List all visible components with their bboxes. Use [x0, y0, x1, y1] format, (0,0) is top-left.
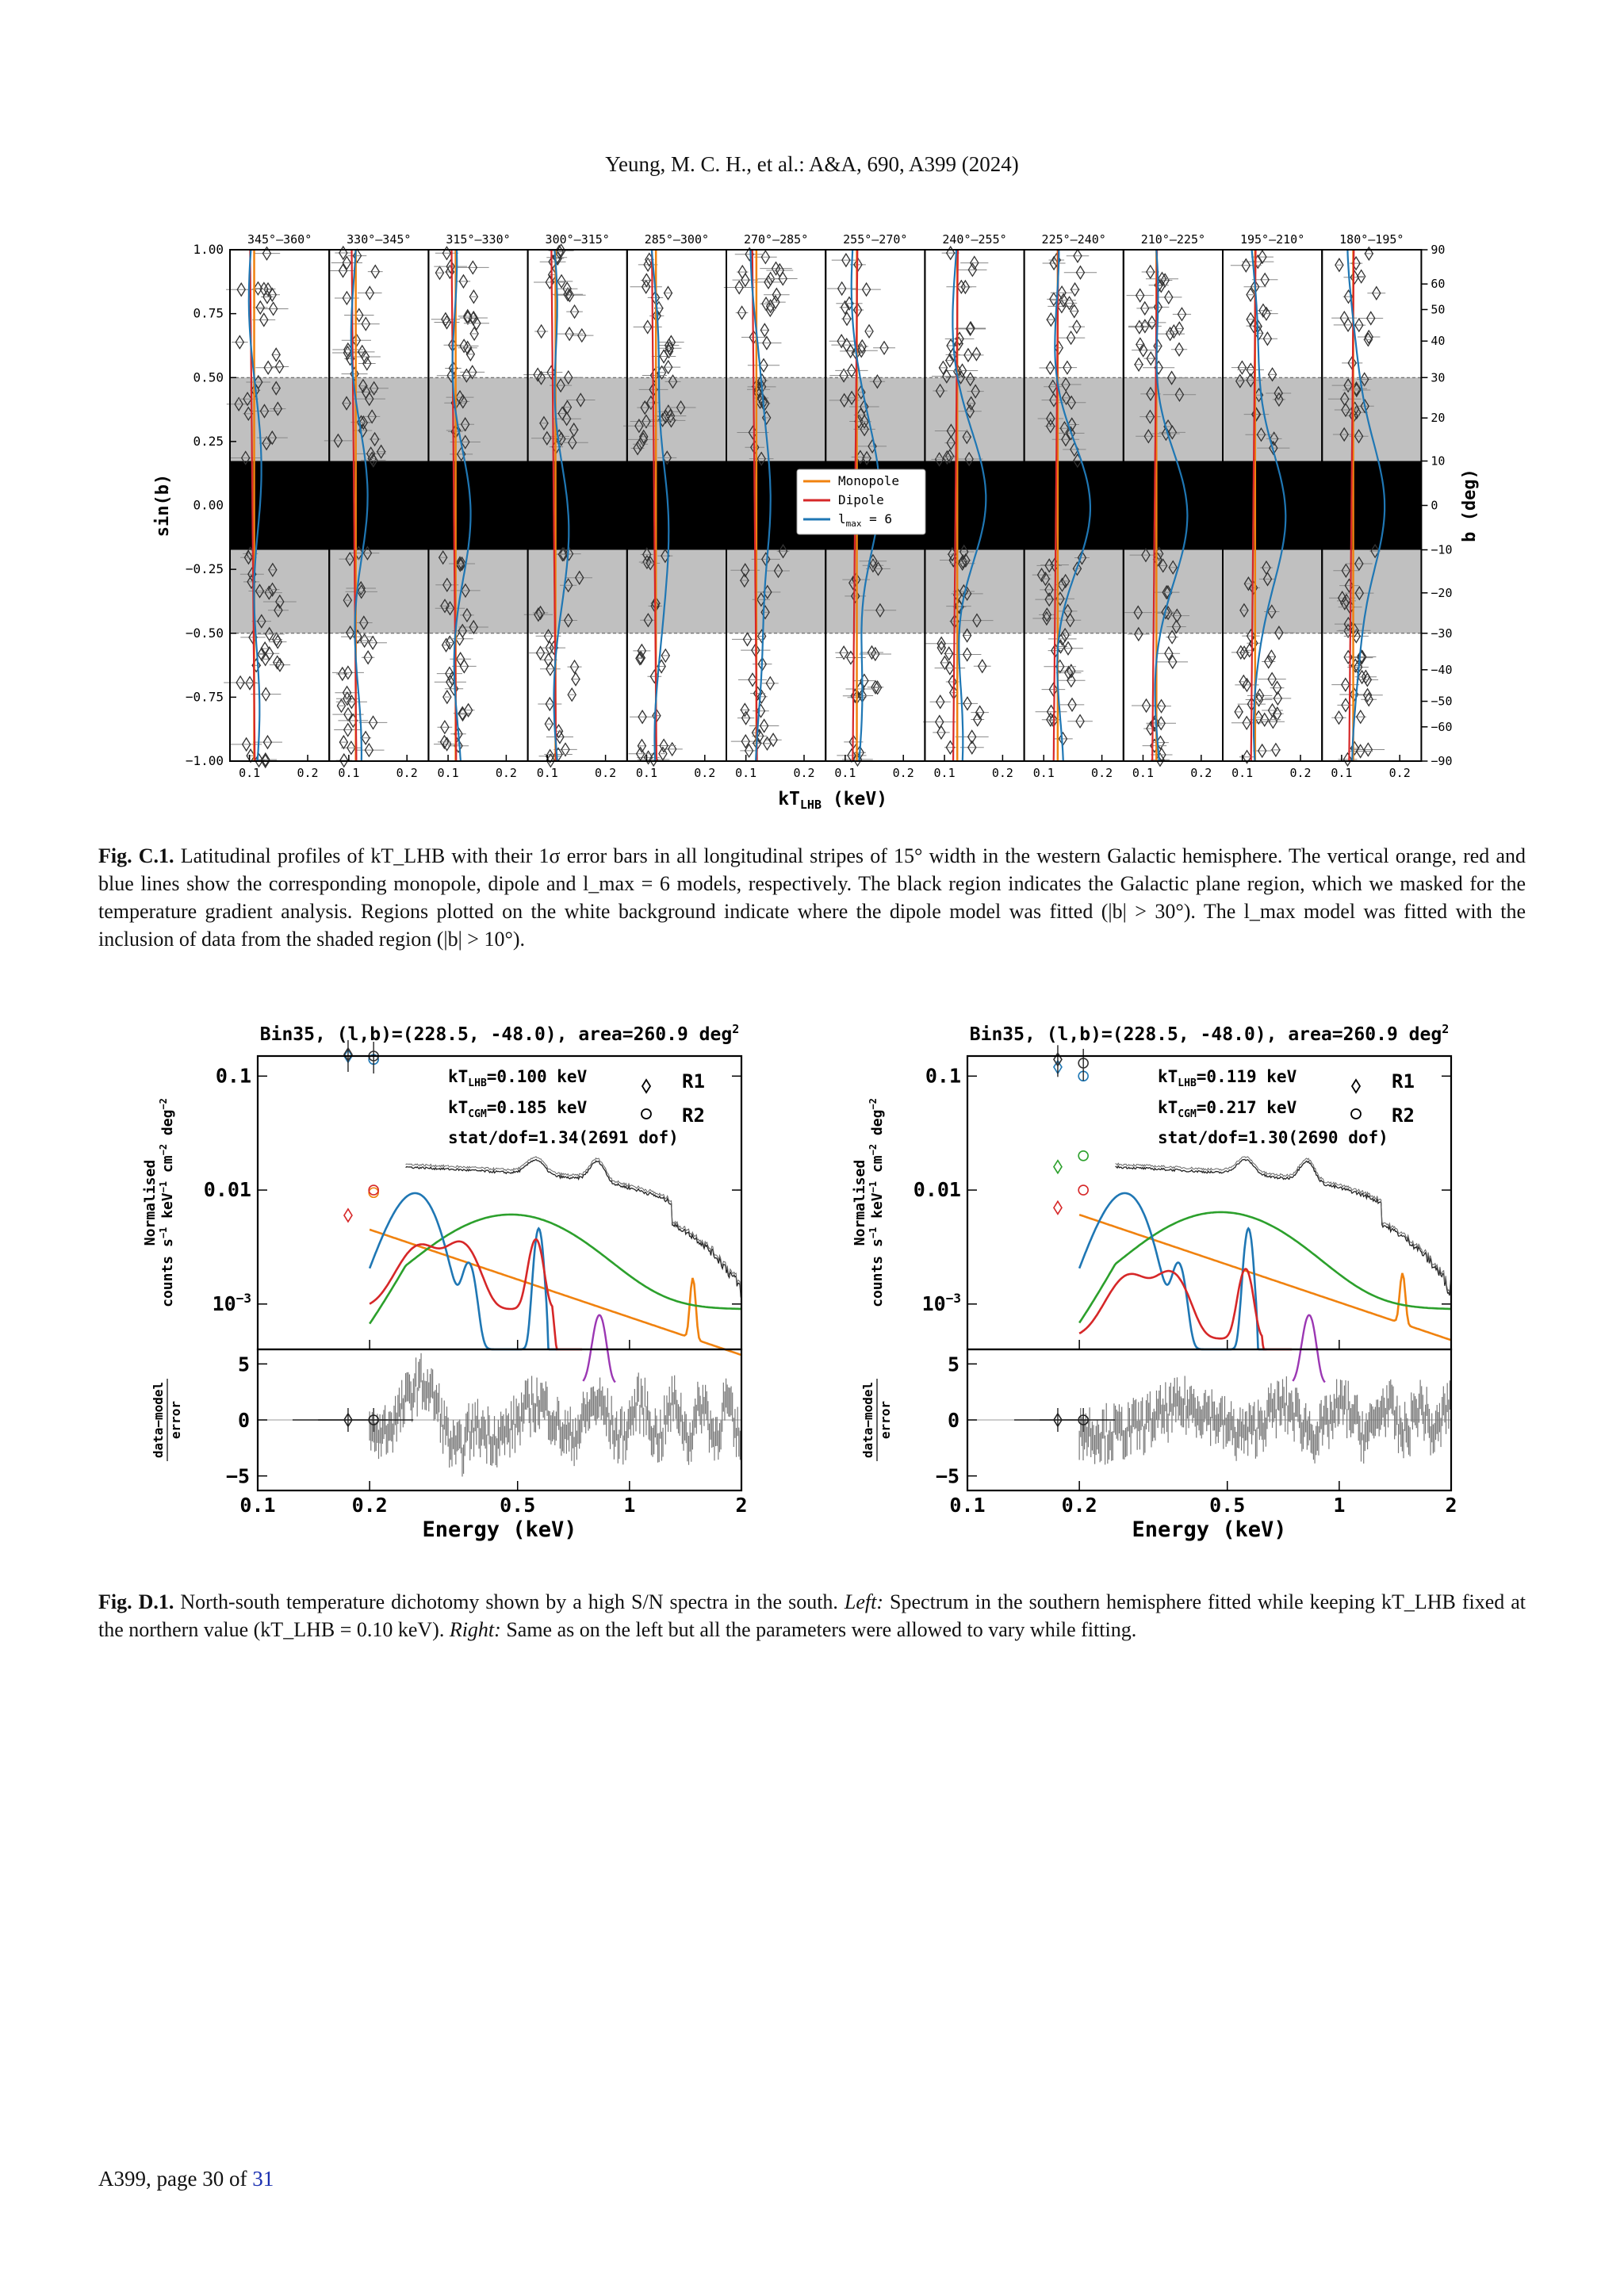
y-tick-label-right: −60 — [1431, 719, 1453, 734]
y-tick-label-bottom: −5 — [935, 1464, 959, 1488]
legend-r2-symbol — [642, 1109, 651, 1119]
page-footer-text: A399, page 30 of — [98, 2167, 253, 2191]
x-tick-label: 0.2 — [1190, 766, 1212, 780]
x-tick-label: 0.1 — [1331, 766, 1353, 780]
x-tick-label: 0.1 — [635, 766, 658, 780]
panel-title: 345°–360° — [247, 232, 312, 247]
figure-d1-caption-label: Fig. D.1. — [98, 1590, 174, 1613]
legend-r2-label: R2 — [682, 1104, 705, 1127]
x-tick-label: 0.1 — [949, 1494, 986, 1517]
legend-label-lmax: $l_{max} = 6$ — [838, 511, 893, 529]
annotation-kt-cgm: $kT_{CGM}=0.185$ keV — [448, 1098, 588, 1120]
y-tick-label-top: 0.1 — [925, 1064, 961, 1088]
x-tick-label: 0.1 — [933, 766, 956, 780]
x-tick-label: 0.5 — [1209, 1494, 1246, 1517]
y-tick-label-left: −0.25 — [185, 561, 224, 577]
y-tick-label-top: $10^{-3}$ — [212, 1290, 251, 1315]
legend — [797, 469, 925, 534]
panel-title: 210°–225° — [1140, 232, 1206, 247]
y-tick-label-bottom: 0 — [237, 1409, 250, 1432]
figure-c1-caption-label: Fig. C.1. — [98, 844, 174, 867]
panel-title: 270°–285° — [743, 232, 809, 247]
y-tick-label-left: 0.00 — [193, 497, 224, 513]
x-tick-label: 0.2 — [1388, 766, 1411, 780]
y-tick-label-right: −10 — [1431, 542, 1453, 557]
y-tick-label-bottom: 5 — [237, 1353, 250, 1376]
annotation-stat-dof: stat/dof=1.30(2690 dof) — [1158, 1128, 1388, 1147]
x-tick-label: 1 — [1333, 1494, 1346, 1517]
x-tick-label: 2 — [1445, 1494, 1457, 1517]
r2-point — [1078, 1151, 1088, 1161]
panel-title: 315°–330° — [446, 232, 511, 247]
y-tick-label-left: 0.25 — [193, 433, 224, 449]
panel-title: 180°–195° — [1339, 232, 1404, 247]
cgm-component — [1079, 1212, 1450, 1323]
y-tick-label-top: 0.1 — [215, 1064, 251, 1088]
figure-d1-caption — [98, 1588, 1526, 1644]
x-tick-label: 0.2 — [1289, 766, 1312, 780]
x-tick-label: 0.2 — [495, 766, 517, 780]
y-tick-label-top: $10^{-3}$ — [921, 1290, 961, 1315]
lhb-component — [1079, 1215, 1450, 1340]
data-spectrum — [406, 1160, 741, 1298]
x-tick-label: 2 — [735, 1494, 748, 1517]
y-axis-label-bottom-denominator: error — [878, 1400, 893, 1440]
x-axis-label: Energy (keV) — [1132, 1517, 1287, 1542]
x-tick-label: 1 — [623, 1494, 636, 1517]
legend-r1-symbol — [1352, 1080, 1360, 1093]
x-tick-label: 0.5 — [500, 1494, 536, 1517]
x-tick-label: 0.2 — [892, 766, 914, 780]
figure-c1-latitudinal-profiles — [151, 226, 1499, 836]
panel-title: 240°–255° — [942, 232, 1007, 247]
y-tick-label-left: 0.50 — [193, 369, 224, 385]
y-axis-label-bottom-numerator: data−model — [860, 1381, 875, 1459]
figure-d1-left-spectrum — [139, 1016, 773, 1571]
r1-point — [1054, 1201, 1062, 1214]
x-tick-label: 0.2 — [1091, 766, 1113, 780]
y-axis-label-top-line2: counts $s^{-1}$ keV$^{-1}$ $cm^{-2}$ deg$^{-2}$ — [158, 1098, 176, 1307]
x-axis-label: Energy (keV) — [422, 1517, 577, 1542]
y-tick-label-right: 90 — [1431, 243, 1446, 257]
y-tick-label-right: 40 — [1431, 334, 1446, 349]
y-tick-label-right: −50 — [1431, 694, 1453, 709]
r2-point — [1078, 1185, 1088, 1195]
y-tick-label-right: 10 — [1431, 453, 1446, 469]
legend-r2-symbol — [1351, 1109, 1361, 1119]
panel-title: Bin35, (l,b)=(228.5, -48.0), area=260.9 deg$^2$ — [259, 1022, 740, 1045]
figure-d1-right-spectrum — [848, 1016, 1483, 1571]
y-tick-label-right: 0 — [1431, 498, 1438, 513]
y-tick-label-left: −1.00 — [185, 753, 224, 768]
panel-title: 255°–270° — [843, 232, 908, 247]
y-axis-label-top-line2: counts $s^{-1}$ keV$^{-1}$ $cm^{-2}$ deg$^{-2}$ — [868, 1098, 886, 1307]
legend-r1-label: R1 — [1392, 1070, 1415, 1093]
running-header: Yeung, M. C. H., et al.: A&A, 690, A399 (2024) — [605, 152, 1019, 176]
panel-title: Bin35, (l,b)=(228.5, -48.0), area=260.9 deg$^2$ — [969, 1022, 1450, 1045]
annotation-kt-cgm: $kT_{CGM}=0.217$ keV — [1158, 1098, 1297, 1120]
page-footer — [98, 2167, 274, 2191]
y-tick-label-right: −20 — [1431, 585, 1453, 600]
legend-label-monopole: Monopole — [838, 473, 900, 488]
y-tick-label-right: −30 — [1431, 626, 1453, 641]
annotation-kt-lhb: $kT_{LHB}=0.119$ keV — [1158, 1067, 1297, 1089]
red-component — [1079, 1269, 1292, 1350]
x-tick-label: 0.1 — [239, 1494, 276, 1517]
figure-c1-caption-text: Latitudinal profiles of kT_LHB with their 1σ error bars in all longitudinal stripes of 15° width in the western Galactic hemisphere. The vertical orange, red and blue lines show the corresponding monopole, dipole and l_max = 6 models, respectively. The black region indicates the Galactic plane region, which we masked for the temperature gradient analysis. Regions plotted on the white background indicate where the dipole model was fitted (|b| > 30°). The l_max model was fitted with the inclusion of data from the shaded region (|b| > 10°). — [98, 844, 1526, 951]
y-tick-label-bottom: −5 — [225, 1464, 250, 1488]
x-tick-label: 0.2 — [297, 766, 319, 780]
x-tick-label: 0.1 — [1231, 766, 1254, 780]
x-tick-label: 0.1 — [338, 766, 360, 780]
x-tick-label: 0.2 — [694, 766, 716, 780]
figure-c1-caption — [98, 842, 1526, 953]
residual-points — [258, 1353, 741, 1477]
x-tick-label: 0.2 — [991, 766, 1013, 780]
panel-title: 300°–315° — [545, 232, 610, 247]
spectrum-curves — [1054, 1045, 1450, 1382]
x-axis-label: $kT_{LHB}$ (keV) — [778, 789, 888, 812]
x-tick-label: 0.1 — [536, 766, 558, 780]
x-tick-label: 0.1 — [834, 766, 856, 780]
y-axis-label-top-line1: Normalised — [852, 1159, 868, 1246]
y-tick-label-left: −0.50 — [185, 625, 224, 641]
x-tick-label: 0.2 — [595, 766, 617, 780]
y-tick-label-left: 0.75 — [193, 305, 224, 321]
figure-d1-caption-right-label: Right: — [449, 1618, 501, 1641]
panel-title: 285°–300° — [644, 232, 710, 247]
y-tick-label-bottom: 0 — [947, 1409, 959, 1432]
x-tick-label: 0.1 — [239, 766, 261, 780]
annotation-stat-dof: stat/dof=1.34(2691 dof) — [448, 1128, 679, 1147]
y-tick-label-right: −40 — [1431, 662, 1453, 677]
y-tick-label-left: 1.00 — [193, 242, 224, 257]
figure-d1-caption-text-3: Same as on the left but all the parameters were allowed to vary while fitting. — [506, 1618, 1137, 1641]
y-tick-label-right: 60 — [1431, 277, 1446, 292]
y-tick-label-left: −0.75 — [185, 689, 224, 705]
panel-title: 225°–240° — [1041, 232, 1106, 247]
panel-title: 195°–210° — [1239, 232, 1305, 247]
x-tick-label: 0.1 — [437, 766, 459, 780]
annotation-kt-lhb: $kT_{LHB}=0.100$ keV — [448, 1067, 588, 1089]
legend-r1-symbol — [642, 1080, 650, 1093]
x-tick-label: 0.2 — [793, 766, 815, 780]
legend-label-dipole: Dipole — [838, 492, 884, 507]
y-tick-label-bottom: 5 — [947, 1353, 959, 1376]
y-axis-label-right: b (deg) — [1460, 469, 1480, 542]
x-tick-label: 0.1 — [735, 766, 757, 780]
figure-d1-caption-text-2: Spectrum in the southern hemisphere fitted while keeping kT_LHB fixed at the northern value (kT_LHB = 0.10 keV). — [98, 1590, 1526, 1641]
page-total-link[interactable]: 31 — [252, 2167, 274, 2191]
panel-title: 330°–345° — [347, 232, 412, 247]
y-tick-label-right: 30 — [1431, 370, 1446, 385]
r1-point — [344, 1209, 352, 1222]
r1-point — [1054, 1161, 1062, 1173]
figure-d1-caption-text-1: North-south temperature dichotomy shown by a high S/N spectra in the south. — [180, 1590, 838, 1613]
x-tick-label: 0.1 — [1132, 766, 1155, 780]
x-tick-label: 0.1 — [1032, 766, 1055, 780]
x-tick-label: 0.2 — [1061, 1494, 1097, 1517]
legend-r2-label: R2 — [1392, 1104, 1415, 1127]
x-tick-label: 0.2 — [351, 1494, 388, 1517]
y-axis-label-top-line1: Normalised — [142, 1159, 159, 1246]
y-tick-label-right: 50 — [1431, 302, 1446, 317]
x-tick-label: 0.2 — [396, 766, 418, 780]
figure-d1-caption-left-label: Left: — [844, 1590, 884, 1613]
y-tick-label-right: 20 — [1431, 411, 1446, 426]
y-tick-label-right: −90 — [1431, 754, 1453, 768]
residual-points — [967, 1376, 1451, 1464]
y-tick-label-top: 0.01 — [203, 1178, 251, 1202]
legend-r1-label: R1 — [682, 1070, 705, 1093]
y-tick-label-top: 0.01 — [913, 1178, 961, 1202]
y-axis-label-bottom-denominator: error — [168, 1400, 183, 1440]
y-axis-label-left: sin(b) — [153, 473, 173, 538]
y-axis-label-bottom-numerator: data−model — [151, 1381, 166, 1459]
